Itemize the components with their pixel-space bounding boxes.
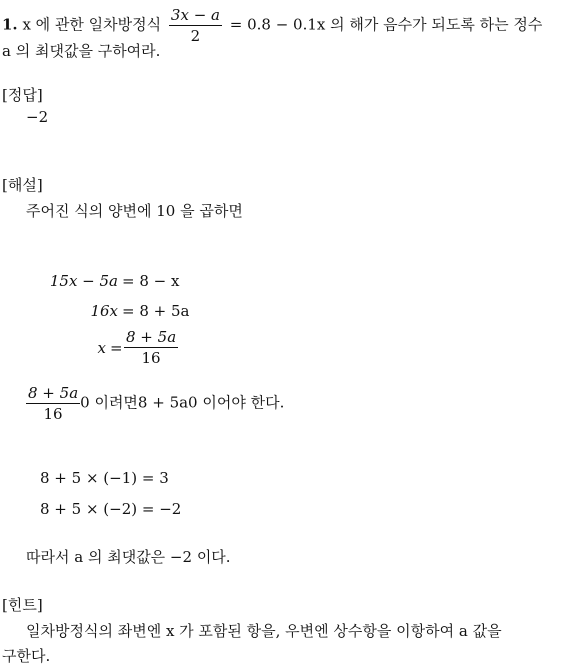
- eq2-rhs: = 8 + 5a: [122, 302, 190, 320]
- problem-equation-rhs: = 0.8 − 0.1x: [229, 15, 326, 34]
- condition-denominator: 16: [43, 405, 63, 423]
- solution-heading: [해설]: [2, 176, 43, 194]
- eq2-lhs: 16x: [90, 302, 118, 320]
- problem-line-2: a 의 최댓값을 구하여라.: [2, 42, 161, 60]
- eq3-denominator: 16: [141, 349, 161, 367]
- condition-text: 0 이려면8 + 5a0 이어야 한다.: [80, 393, 285, 412]
- check-line-2: 8 + 5 × (−2) = −2: [40, 500, 182, 518]
- problem-fraction: [169, 6, 222, 45]
- eq1-rhs: = 8 − x: [122, 272, 180, 290]
- condition-numerator: 8 + 5a: [28, 384, 79, 402]
- eq3-numerator: 8 + 5a: [126, 328, 177, 346]
- hint-heading: [힌트]: [2, 596, 43, 614]
- eq3-fraction: [124, 328, 178, 367]
- answer-value: −2: [26, 108, 49, 126]
- hint-line-2: 구한다.: [2, 647, 51, 665]
- eq1-lhs: 15x − 5a: [49, 272, 118, 290]
- solution-intro: 주어진 식의 양변에 10 을 곱하면: [26, 202, 243, 220]
- solution-conclusion: 따라서 a 의 최댓값은 −2 이다.: [26, 548, 231, 566]
- eq3-lhs: x: [97, 339, 106, 357]
- answer-heading: [정답]: [2, 86, 43, 104]
- condition-line: [26, 384, 284, 423]
- check-line-1: 8 + 5 × (−1) = 3: [40, 469, 169, 487]
- problem-text-post: 의 해가 음수가 되도록 하는 정수: [330, 15, 543, 34]
- problem-text-pre: x 에 관한 일차방정식: [22, 15, 162, 34]
- condition-fraction: [26, 384, 80, 423]
- problem-fraction-denominator: 2: [190, 27, 201, 45]
- problem-number: 1.: [2, 15, 18, 34]
- hint-line-1: 일차방정식의 좌변엔 x 가 포함된 항을, 우변엔 상수항을 이항하여 a 값을: [26, 622, 502, 640]
- problem-fraction-numerator: 3x − a: [170, 6, 220, 24]
- eq3-equals: =: [110, 339, 123, 357]
